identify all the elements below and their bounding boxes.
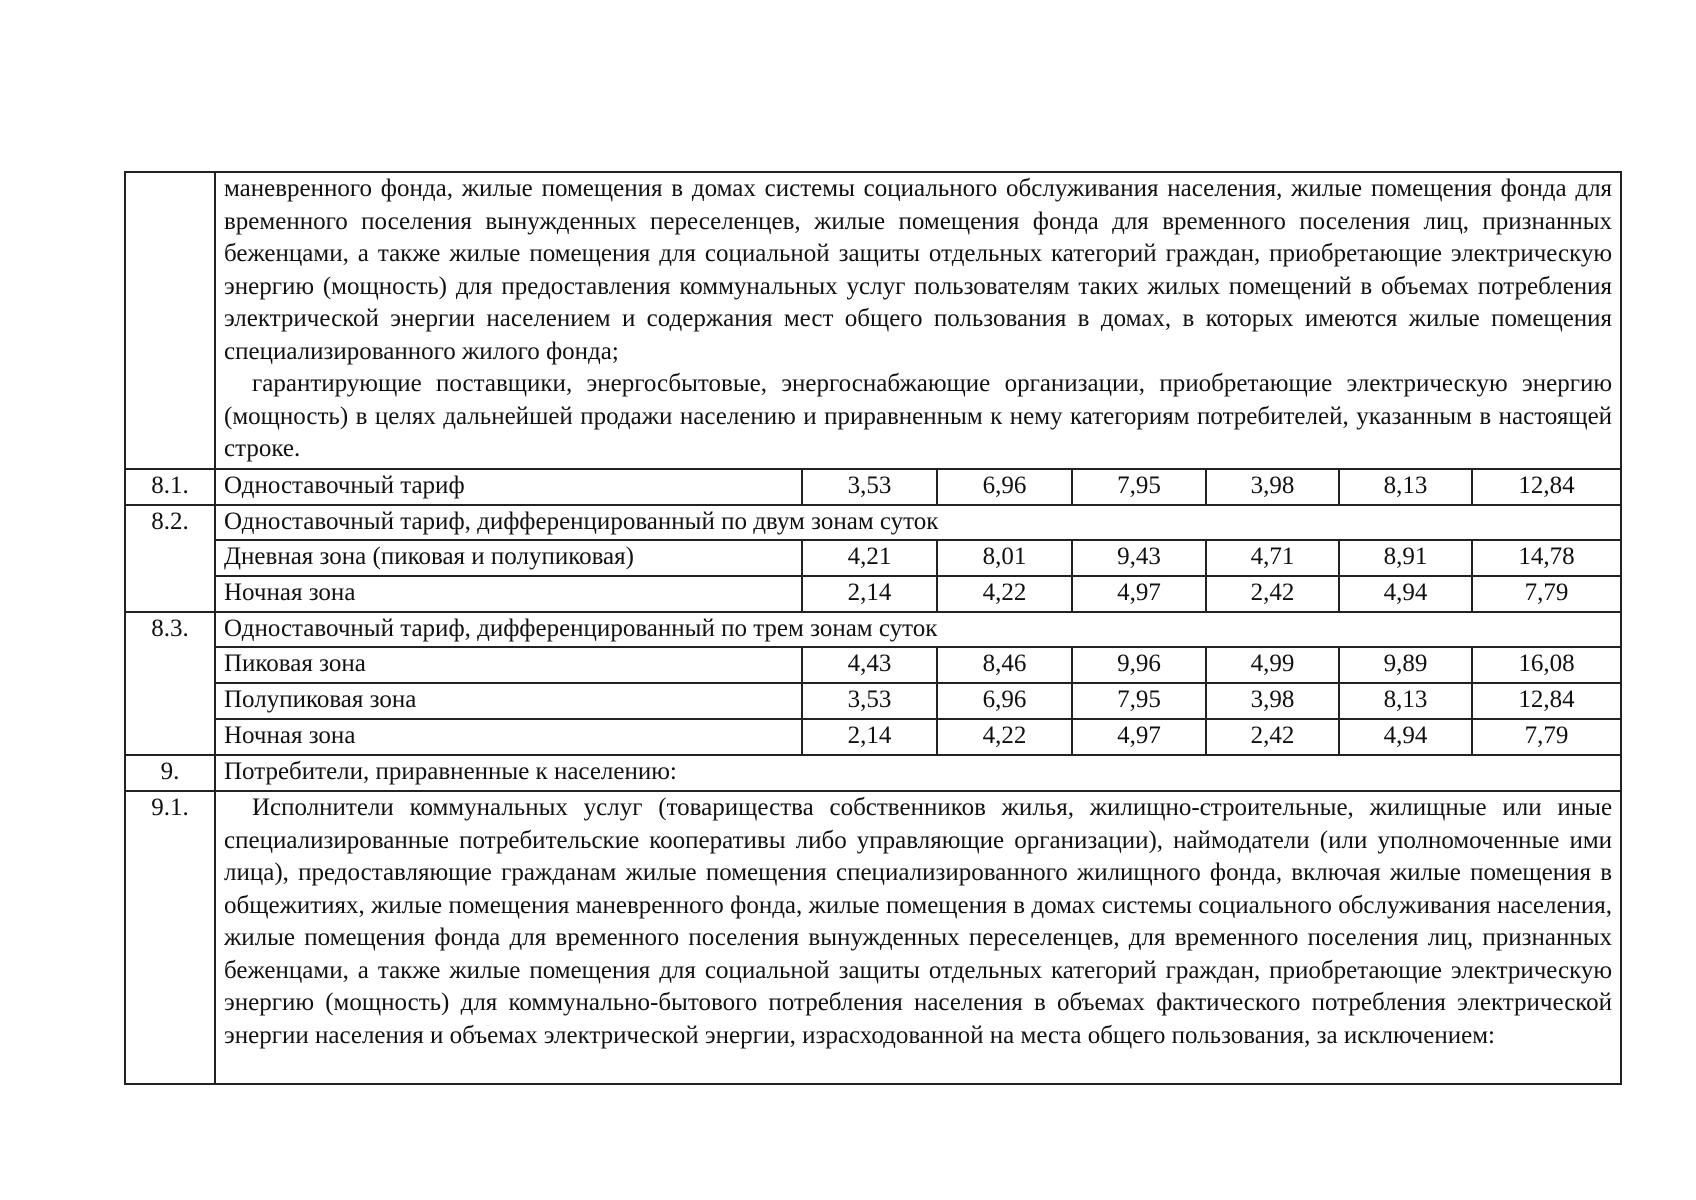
value-cell: 4,97 <box>1072 576 1206 612</box>
row-label: Дневная зона (пиковая и полупиковая) <box>215 540 802 576</box>
row-number: 8.1. <box>125 469 215 505</box>
value-cell: 7,95 <box>1072 683 1206 719</box>
value-cell: 12,84 <box>1472 469 1621 505</box>
row-number: 9.1. <box>125 791 215 1084</box>
value-cell: 8,13 <box>1339 683 1472 719</box>
row-label: Одноставочный тариф, дифференцированный по трем зонам суток <box>215 612 1621 647</box>
value-cell: 9,43 <box>1072 540 1206 576</box>
row-text-cell <box>215 791 1621 1084</box>
value-cell: 8,13 <box>1339 469 1472 505</box>
value-cell: 12,84 <box>1472 683 1621 719</box>
value-cell: 4,99 <box>1206 647 1339 683</box>
table-row <box>125 172 1621 469</box>
row-number: 8.3. <box>125 612 215 755</box>
row-label: Одноставочный тариф, дифференцированный по двум зонам суток <box>215 505 1621 540</box>
row-number-cell <box>125 172 215 469</box>
row-label: Ночная зона <box>215 576 802 612</box>
row-number: 8.2. <box>125 505 215 612</box>
value-cell: 3,53 <box>802 469 937 505</box>
value-cell: 4,97 <box>1072 719 1206 755</box>
row-label: Ночная зона <box>215 719 802 755</box>
row-number: 9. <box>125 755 215 791</box>
table-row <box>125 647 1621 683</box>
value-cell: 2,14 <box>802 576 937 612</box>
value-cell: 2,42 <box>1206 719 1339 755</box>
value-cell: 9,96 <box>1072 647 1206 683</box>
value-cell: 8,01 <box>937 540 1072 576</box>
value-cell: 4,21 <box>802 540 937 576</box>
value-cell: 8,46 <box>937 647 1072 683</box>
table-row <box>125 755 1621 791</box>
value-cell: 8,91 <box>1339 540 1472 576</box>
continuation-paragraph: маневренного фонда, жилые помещения в домах системы социального обслуживания населения, жилые помещения фонда для временного поселения вынужденных переселенцев, жилые помещения фонда для временного поселения лиц, признанных беженцами, а также жилые помещения для социальной защиты отдельных категорий граждан, приобретающие электрическую энергию (мощность) для предоставления коммунальных услуг пользователям таких жилых помещений в объемах потребления электрической энергии населением и содержания мест общего пользования в домах, в которых имеются жилые помещения специализированного жилого фонда; <box>224 175 1613 365</box>
value-cell: 4,71 <box>1206 540 1339 576</box>
tariff-table <box>124 171 1622 1085</box>
row-label: Потребители, приравненные к населению: <box>215 755 1621 791</box>
table-row <box>125 540 1621 576</box>
value-cell: 4,94 <box>1339 719 1472 755</box>
value-cell: 3,53 <box>802 683 937 719</box>
value-cell: 4,22 <box>937 719 1072 755</box>
value-cell: 6,96 <box>937 683 1072 719</box>
table-row <box>125 791 1621 1084</box>
value-cell: 7,95 <box>1072 469 1206 505</box>
table-row <box>125 612 1621 647</box>
value-cell: 14,78 <box>1472 540 1621 576</box>
value-cell: 3,98 <box>1206 469 1339 505</box>
row-label: Полупиковая зона <box>215 683 802 719</box>
value-cell: 7,79 <box>1472 576 1621 612</box>
row-label: Пиковая зона <box>215 647 802 683</box>
table-row <box>125 505 1621 540</box>
value-cell: 4,43 <box>802 647 937 683</box>
value-cell: 2,42 <box>1206 576 1339 612</box>
value-cell: 2,14 <box>802 719 937 755</box>
row-paragraph: Исполнители коммунальных услуг (товарищества собственников жилья, жилищно-строительные, жилищные или иные специализированные потребительские кооперативы либо управляющие организации), наймодатели (или уполномоченные ими лица), предоставляющие гражданам жилые помещения специализированного жилищного фонда, включая жилые помещения в общежитиях, жилые помещения маневренного фонда, жилые помещения в домах системы социального обслуживания населения, жилые помещения фонда для временного поселения вынужденных переселенцев, для временного поселения лиц, признанных беженцами, а также жилые помещения для социальной защиты отдельных категорий граждан, приобретающие электрическую энергию (мощность) для коммунально-бытового потребления населения в объемах фактического потребления электрической энергии населения и объемах электрической энергии, израсходованной на места общего пользования, за исключением: <box>224 794 1613 1049</box>
value-cell: 9,89 <box>1339 647 1472 683</box>
value-cell: 6,96 <box>937 469 1072 505</box>
continuation-text-cell <box>215 172 1621 469</box>
value-cell: 4,22 <box>937 576 1072 612</box>
value-cell: 16,08 <box>1472 647 1621 683</box>
value-cell: 4,94 <box>1339 576 1472 612</box>
value-cell: 7,79 <box>1472 719 1621 755</box>
continuation-paragraph-2: гарантирующие поставщики, энергосбытовые, энергоснабжающие организации, приобретающие электрическую энергию (мощность) в целях дальнейшей продажи населению и приравненным к нему категориям потребителей, указанным в настоящей строке. <box>224 370 1613 462</box>
table-row <box>125 719 1621 755</box>
table-row <box>125 683 1621 719</box>
row-label: Одноставочный тариф <box>215 469 802 505</box>
table-row <box>125 576 1621 612</box>
value-cell: 3,98 <box>1206 683 1339 719</box>
table-row <box>125 469 1621 505</box>
